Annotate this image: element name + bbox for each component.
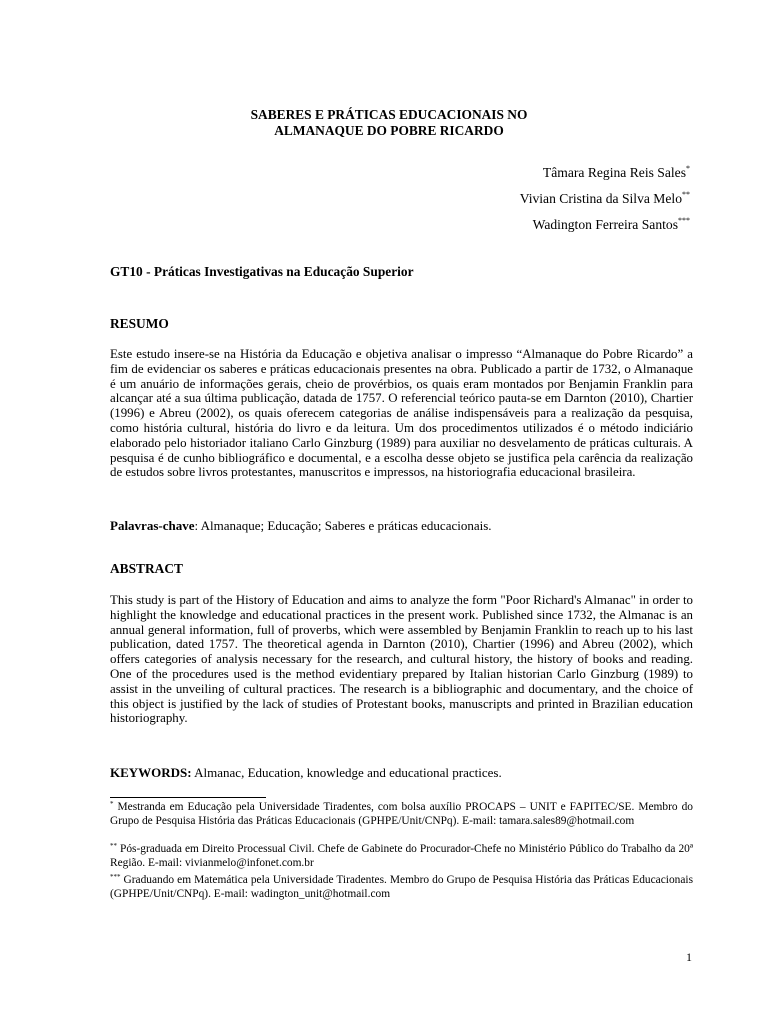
resumo-text: Este estudo insere-se na História da Educação e objetiva analisar o impresso “Almanaque do Pobre Ricardo” a fim de evidenciar os saberes e práticas educacionais presentes na obra. Publicado a partir de 1732, o Almanaque é um anuário de informações gerais, cheio de provérbios, os quais eram montados por Benjamin Franklin para alcançar até a sua última publicação, datada de 1757. O referencial teórico pauta-se em Darnton (2010), Chartier (1996) e Abreu (2002), os quais oferecem categorias de análise indispensáveis para a realização da pesquisa, como história cultural, história do livro e da leitura. Um dos procedimentos utilizados é o método indiciário elaborado pelo historiador italiano Carlo Ginzburg (1989) para auxiliar no desvelamento de práticas culturais. A pesquisa é de cunho bibliográfico e documental, e a escolha desse objeto se justifica pela carência da realização de estudos sobre livros protestantes, manuscritos e impressos, na historiografia educacional brasileira. [110,347,693,480]
footnote [110,874,693,901]
footnote-mark: *** [678,216,690,225]
palavras-chave-label: Palavras-chave [110,518,195,533]
footnote-text: Graduando em Matemática pela Universidade Tiradentes. Membro do Grupo de Pesquisa História das Práticas Educacionais (GPHPE/Unit/CNPq). E-mail: wadington_unit@hotmail.com [110,874,693,900]
abstract-text: This study is part of the History of Education and aims to analyze the form "Poor Richard's Almanac" in order to highlight the knowledge and educational practices in the present work. Published since 1732, the Almanac is an annual general information, full of proverbs, which were assembled by Benjamin Franklin to reach up to his last publication, dated 1757. The theoretical agenda in Darnton (2010), Chartier (1996) and Abreu (2002), which offers categories of analysis necessary for the research, and cultural history, the history of books and reading. One of the procedures used is the method evidentiary prepared by Italian historian Carlo Ginzburg (1989) to assist in the unveiling of cultural practices. The research is a bibliographic and documentary, and the choice of this object is justified by the lack of studies of Protestant books, manuscripts and printed in Brazilian education historiography. [110,593,693,726]
author [520,160,690,186]
author-name: Vivian Cristina da Silva Melo [519,191,682,206]
page-number: 1 [686,950,692,964]
palavras-chave-text: : Almanaque; Educação; Saberes e práticas educacionais. [194,518,492,533]
title-line-1: SABERES E PRÁTICAS EDUCACIONAIS NO [250,107,528,122]
footnote-mark: *** [110,873,121,881]
footnote-divider [110,797,266,798]
footnote-mark: ** [682,190,690,199]
author-list [520,160,690,238]
keywords-text: Almanac, Education, knowledge and educational practices. [191,765,502,780]
resumo-heading: RESUMO [110,316,169,331]
author-name: Wadington Ferreira Santos [532,217,678,232]
palavras-chave [110,518,693,534]
working-group: GT10 - Práticas Investigativas na Educação Superior [110,264,414,279]
footnote-text: Mestranda em Educação pela Universidade Tiradentes, com bolsa auxílio PROCAPS – UNIT e FAPITEC/SE. Membro do Grupo de Pesquisa História das Práticas Educacionais (GPHPE/Unit/CNPq). E-mail: tamara.sales89@hotmail.com [110,801,693,827]
footnote-text: Pós-graduada em Direito Processual Civil. Chefe de Gabinete do Procurador-Chefe no Ministério Público do Trabalho da 20ª Região. E-mail: vivianmelo@infonet.com.br [110,843,693,869]
keywords-label: KEYWORDS: [110,765,192,780]
footnote-mark: ** [110,842,117,850]
footnote-mark: * [110,800,114,808]
footnote-mark: * [686,164,690,173]
author [520,212,690,238]
abstract-heading: ABSTRACT [110,561,183,576]
footnote [110,801,693,828]
paper-title [110,107,668,139]
author-name: Tâmara Regina Reis Sales [542,165,686,180]
author [520,186,690,212]
title-line-2: ALMANAQUE DO POBRE RICARDO [274,123,504,138]
footnote [110,843,693,870]
keywords [110,765,693,781]
